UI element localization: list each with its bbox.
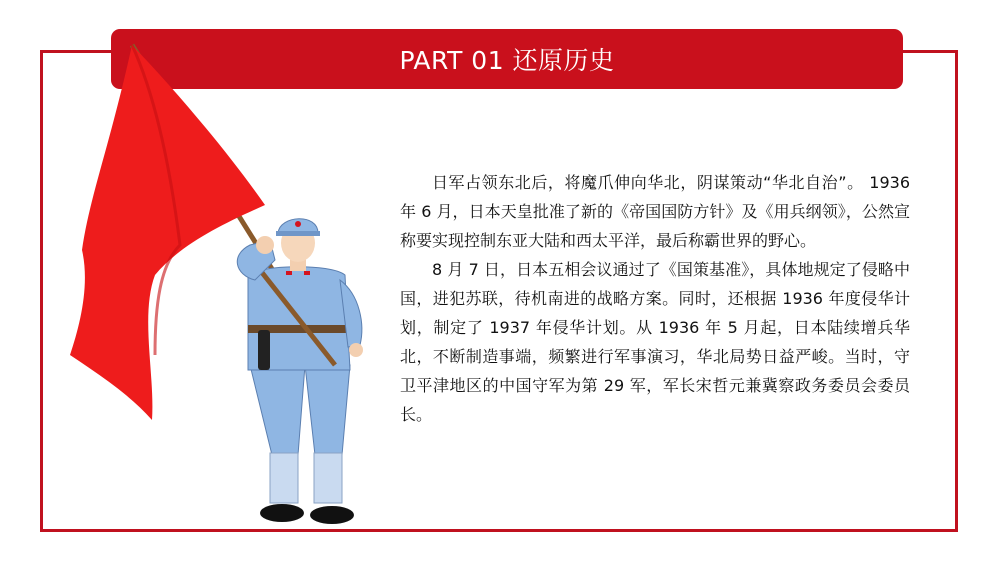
page-title: PART 01 还原历史 <box>399 46 615 75</box>
red-flag <box>70 45 265 420</box>
soldier-with-red-flag-illustration <box>60 35 380 535</box>
paragraph-2: 8 月 7 日，日本五相会议通过了《国策基准》，具体地规定了侵略中国，进犯苏联，待机南进的战略方案。同时，还根据 1936 年度侵华计划，制定了 1937 年侵华计划。从 1936 年 5 月起，日本陆续增兵华北，不断制造事端，频繁进行军事演习，华北局势日益严峻。当时，守卫平津地区的中国守军为第 29 军，军长宋哲元兼冀察政务委员会委员长。 <box>400 260 910 424</box>
left-shoe <box>260 504 304 522</box>
history-text <box>400 168 910 429</box>
right-shoe <box>310 506 354 524</box>
paragraph-1: 日军占领东北后，将魔爪伸向华北，阴谋策动“华北自治”。 1936 年 6 月，日本天皇批准了新的《帝国国防方针》及《用兵纲领》，公然宣称要实现控制东亚大陆和西太平洋，最后称霸世界的野心。 <box>400 173 910 250</box>
